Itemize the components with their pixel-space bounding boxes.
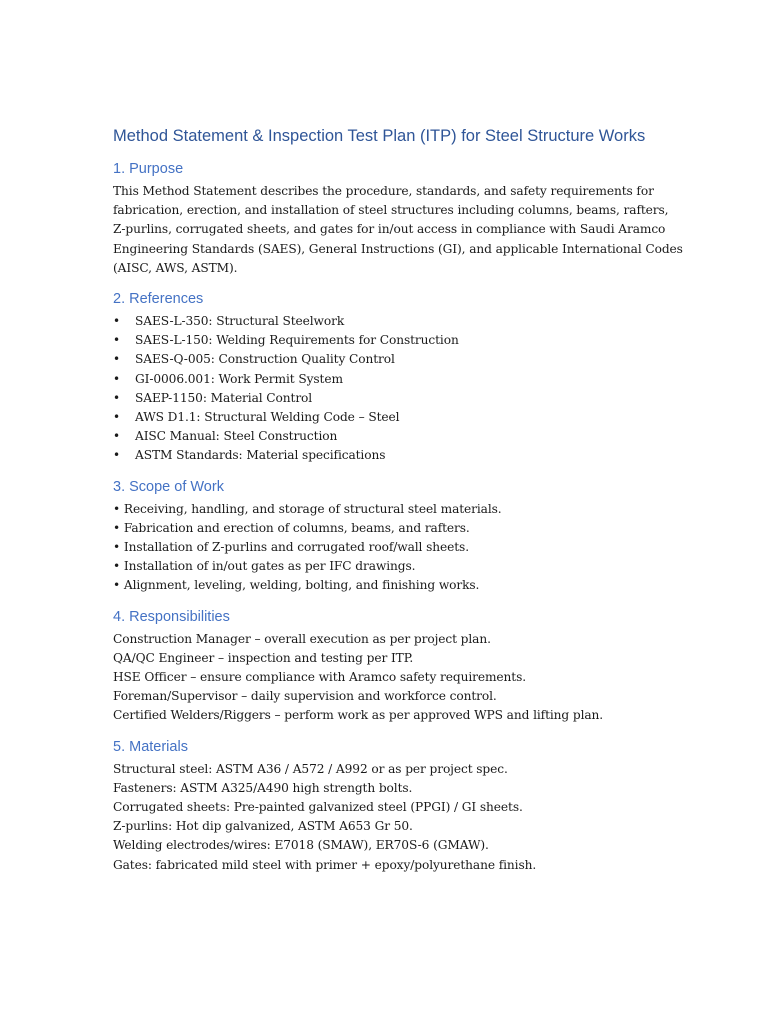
reference-text: AISC Manual: Steel Construction [135, 429, 338, 444]
section-purpose [113, 160, 683, 278]
reference-text: AWS D1.1: Structural Welding Code – Steel [135, 410, 400, 425]
section-materials [113, 738, 668, 875]
section-heading-responsibilities: 4. Responsibilities [113, 608, 230, 625]
section-references [113, 290, 668, 466]
responsibility-line: Foreman/Supervisor – daily supervision and workforce control. [113, 689, 497, 704]
bullet-icon: • [113, 410, 120, 425]
material-line: Corrugated sheets: Pre-painted galvanized steel (PPGI) / GI sheets. [113, 800, 523, 815]
material-line: Welding electrodes/wires: E7018 (SMAW), ER70S-6 (GMAW). [113, 838, 489, 853]
purpose-line: Engineering Standards (SAES), General Instructions (GI), and applicable International Codes [113, 241, 683, 256]
responsibility-line: HSE Officer – ensure compliance with Aramco safety requirements. [113, 670, 526, 685]
reference-item [113, 408, 668, 427]
bullet-icon: • [113, 429, 120, 444]
reference-item [113, 312, 668, 331]
purpose-line: Z-purlins, corrugated sheets, and gates for in/out access in compliance with Saudi Aramco [113, 222, 666, 237]
reference-text: GI-0006.001: Work Permit System [135, 371, 343, 386]
bullet-icon: • [113, 352, 120, 367]
responsibility-line: Certified Welders/Riggers – perform work as per approved WPS and lifting plan. [113, 708, 604, 723]
scope-line: • Fabrication and erection of columns, beams, and rafters. [113, 520, 470, 535]
reference-text: ASTM Standards: Material specifications [135, 448, 386, 463]
purpose-line: This Method Statement describes the procedure, standards, and safety requirements for [113, 184, 654, 198]
scope-line: • Alignment, leveling, welding, bolting, and finishing works. [113, 578, 480, 593]
document-title: Method Statement & Inspection Test Plan (ITP) for Steel Structure Works [113, 127, 646, 145]
reference-item [113, 350, 668, 369]
references-list [113, 312, 668, 466]
bullet-icon: • [113, 390, 120, 405]
section-scope [113, 478, 668, 596]
reference-text: SAES-L-350: Structural Steelwork [135, 314, 345, 329]
scope-line: • Installation of Z-purlins and corrugated roof/wall sheets. [113, 540, 469, 555]
responsibility-line: QA/QC Engineer – inspection and testing per ITP. [113, 650, 414, 665]
bullet-icon: • [113, 371, 120, 386]
reference-item [113, 370, 668, 389]
reference-text: SAES-L-150: Welding Requirements for Construction [135, 333, 459, 348]
bullet-icon: • [113, 448, 120, 463]
section-heading-scope: 3. Scope of Work [113, 478, 224, 495]
reference-text: SAEP-1150: Material Control [135, 390, 313, 405]
reference-item [113, 389, 668, 408]
responsibility-line: Construction Manager – overall execution as per project plan. [113, 631, 491, 646]
section-heading-materials: 5. Materials [113, 738, 188, 755]
reference-item [113, 446, 668, 465]
scope-line: • Receiving, handling, and storage of structural steel materials. [113, 501, 502, 516]
reference-text: SAES-Q-005: Construction Quality Control [135, 352, 395, 367]
purpose-line: fabrication, erection, and installation of steel structures including columns, beams, rafters, [113, 203, 669, 218]
material-line: Gates: fabricated mild steel with primer + epoxy/polyurethane finish. [113, 857, 537, 872]
reference-item [113, 331, 668, 350]
material-line: Z-purlins: Hot dip galvanized, ASTM A653 Gr 50. [113, 819, 413, 834]
bullet-icon: • [113, 314, 120, 329]
section-heading-purpose: 1. Purpose [113, 161, 184, 177]
scope-line: • Installation of in/out gates as per IFC drawings. [113, 559, 416, 574]
bullet-icon: • [113, 333, 120, 348]
material-line: Fasteners: ASTM A325/A490 high strength bolts. [113, 780, 413, 795]
reference-item [113, 427, 668, 446]
material-line: Structural steel: ASTM A36 / A572 / A992 or as per project spec. [113, 761, 508, 776]
purpose-line: (AISC, AWS, ASTM). [113, 260, 238, 275]
section-responsibilities [113, 608, 668, 726]
section-heading-references: 2. References [113, 291, 204, 308]
